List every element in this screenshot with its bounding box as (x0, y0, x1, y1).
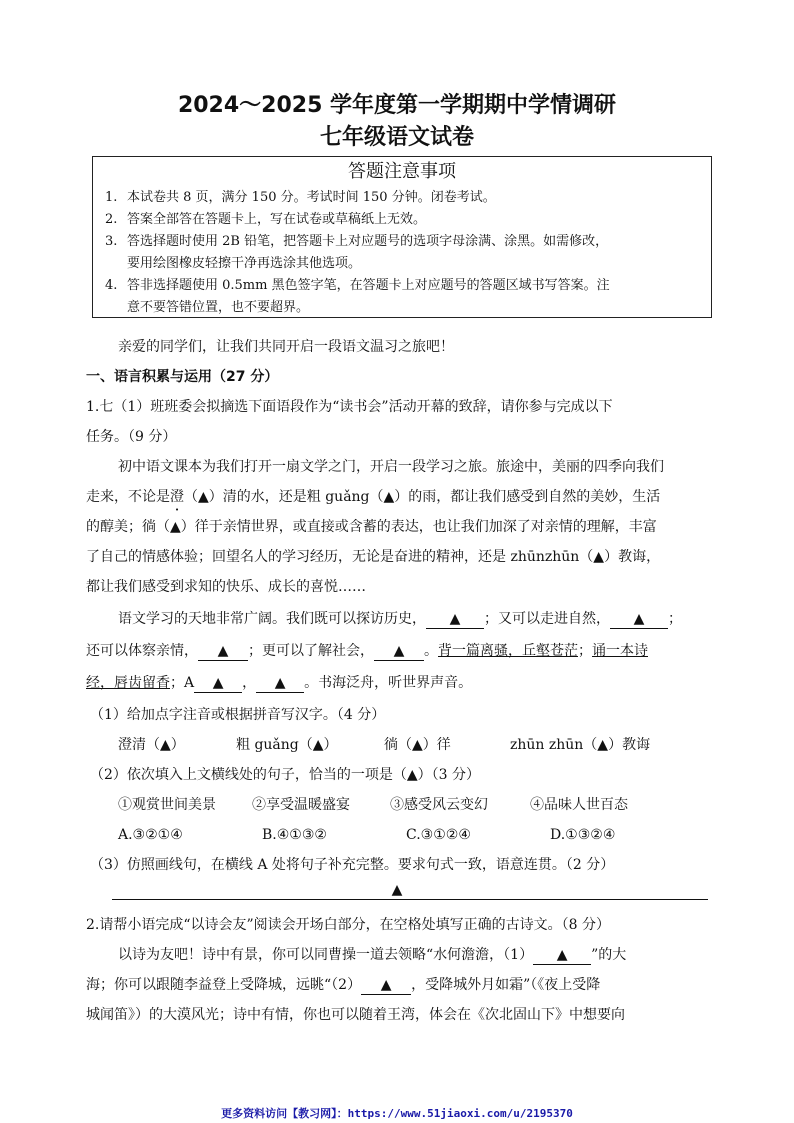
passage-text: ，受降城外月如霜”（《夜上受降 (411, 977, 601, 993)
notice-box (92, 156, 712, 318)
q1-sub1-item: 粗 guǎng（▲） (236, 737, 338, 753)
passage-text: 。书海泛舟，听世界声音。 (304, 675, 473, 691)
q1-sub2-option: ②享受温暖盛宴 (252, 797, 350, 813)
section-heading-1: 一、语言积累与运用（27 分） (86, 369, 279, 385)
q2-line: 城闻笛》）的大漠风光；诗中有情，你也可以随着王湾，体会在《次北固山下》中想要向 (86, 1007, 625, 1023)
exam-title-line2: 七年级语文试卷 (319, 125, 474, 150)
q1-sub2-choice-c[interactable]: C.③①②④ (406, 827, 471, 843)
passage-text: ；更可以了解社会， (248, 643, 374, 659)
passage-text: ； (668, 611, 682, 627)
exam-title-line1: 2024～2025 学年度第一学期期中学情调研 (177, 93, 617, 118)
notice-item-text: 要用绘图橡皮轻擦干净再选涂其他选项。 (127, 256, 362, 271)
underlined-sentence: 背一篇离骚，丘壑苍茫 (438, 643, 578, 659)
footer-link[interactable]: 更多资料访问【教习网】：https://www.51jiaoxi.com/u/2195370 (221, 1107, 573, 1120)
notice-item-2 (105, 209, 705, 231)
q1-sub1-item: 徜（▲）徉 (384, 737, 451, 753)
answer-blank[interactable]: ▲ (361, 976, 411, 995)
q1-stem-cont: 任务。（9 分） (86, 429, 177, 445)
notice-item-number: 4. (105, 278, 118, 293)
q1-sub2-choice-a[interactable]: A.③②①④ (118, 827, 183, 843)
answer-blank[interactable]: ▲ (426, 610, 484, 629)
q1-passage-line (118, 608, 682, 630)
notice-item-text: 答案全部答在答题卡上，写在试卷或草稿纸上无效。 (127, 212, 427, 227)
answer-blank[interactable]: ▲ (374, 642, 424, 661)
q1-sub1: （1）给加点字注音或根据拼音写汉字。（4 分） (90, 707, 386, 723)
q1-stem: 1.七（1）班班委会拟摘选下面语段作为“读书会”活动开幕的致辞，请你参与完成以下 (86, 399, 613, 415)
passage-text: ；又可以走进自然， (484, 611, 610, 627)
passage-text: 还可以体察亲情， (86, 643, 198, 659)
answer-blank-a2[interactable]: ▲ (256, 674, 304, 693)
answer-blank-a1[interactable]: ▲ (194, 674, 242, 693)
q1-passage-line: 都让我们感受到求知的快乐、成长的喜悦…… (86, 579, 366, 595)
passage-text: （▲）清的水，还是粗 guǎng（▲）的雨，都让我们感受到自然的美妙，生活 (184, 489, 661, 505)
notice-item-4-cont (105, 297, 705, 319)
q1-sub2-option: ③感受风云变幻 (390, 797, 488, 813)
q2-line (118, 944, 626, 966)
notice-item-number: 3. (105, 234, 118, 249)
passage-text: 。 (424, 643, 438, 659)
notice-item-text: 答非选择题使用 0.5mm 黑色签字笔，在答题卡上对应题号的答题区域书写答案。注 (127, 278, 610, 293)
notice-title: 答题注意事项 (348, 161, 456, 182)
q1-sub3: （3）仿照画线句，在横线 A 处将句子补充完整。要求句式一致，语意连贯。（2 分） (90, 857, 615, 873)
passage-text: ； (578, 643, 592, 659)
answer-blank[interactable]: ▲ (610, 610, 668, 629)
notice-item-3 (105, 231, 705, 253)
intro-text: 亲爱的同学们，让我们共同开启一段语文温习之旅吧！ (118, 339, 454, 355)
passage-text: ；A (170, 675, 195, 691)
q1-sub2-choice-b[interactable]: B.④①③② (262, 827, 327, 843)
q1-sub1-item: zhūn zhūn（▲）教诲 (510, 737, 651, 753)
notice-item-1 (105, 187, 705, 209)
q1-sub1-item: 澄清（▲） (118, 737, 185, 753)
underlined-sentence: 经，唇齿留香 (86, 675, 170, 691)
q2-stem: 2.请帮小语完成“以诗会友”阅读会开场白部分，在空格处填写正确的古诗文。（8 分） (86, 917, 611, 933)
q1-sub2-option: ④品味人世百态 (530, 797, 628, 813)
q1-sub2: （2）依次填入上文横线处的句子，恰当的一项是（▲）（3 分） (90, 767, 481, 783)
answer-blank[interactable]: ▲ (198, 642, 248, 661)
answer-line-marker: ▲ (391, 882, 403, 898)
q1-passage-line (86, 486, 660, 508)
answer-line[interactable] (112, 899, 708, 900)
passage-text: ”的大 (591, 947, 627, 963)
q1-sub2-choice-d[interactable]: D.①③②④ (550, 827, 616, 843)
notice-item-text: 答选择题时使用 2B 铅笔，把答题卡上对应题号的选项字母涂满、涂黑。如需修改， (127, 234, 609, 249)
passage-text: 以诗为友吧！诗中有景，你可以同曹操一道去领略“水何澹澹，（1） (118, 947, 534, 963)
notice-item-text: 意不要答错位置，也不要超界。 (127, 300, 310, 315)
q1-passage-line (86, 672, 472, 694)
passage-text: 走来，不论是 (86, 489, 170, 505)
notice-item-number: 1. (105, 190, 118, 205)
dotted-character: 澄 (170, 489, 184, 505)
q2-line (86, 974, 600, 996)
notice-item-3-cont (105, 253, 705, 275)
q1-passage-line: 初中语文课本为我们打开一扇文学之门，开启一段学习之旅。旅途中，美丽的四季向我们 (118, 459, 664, 475)
q1-passage-line: 了自己的情感体验；回望名人的学习经历，无论是奋进的精神，还是 zhūnzhūn（▲）教诲， (86, 549, 661, 565)
q1-passage-line (86, 640, 648, 662)
notice-item-4 (105, 275, 705, 297)
notice-item-number: 2. (105, 212, 118, 227)
underlined-sentence: 诵一本诗 (592, 643, 648, 659)
notice-item-text: 本试卷共 8 页，满分 150 分。考试时间 150 分钟。闭卷考试。 (127, 190, 496, 205)
passage-text: 语文学习的天地非常广阔。我们既可以探访历史， (118, 611, 426, 627)
passage-text: ， (242, 675, 257, 691)
q1-sub2-option: ①观赏世间美景 (118, 797, 216, 813)
q1-passage-line: 的醇美；徜（▲）徉于亲情世界，或直接或含蓄的表达，也让我们加深了对亲情的理解，丰富 (86, 519, 657, 535)
answer-blank[interactable]: ▲ (533, 946, 591, 965)
passage-text: 海；你可以跟随李益登上受降城，远眺“（2） (86, 977, 362, 993)
